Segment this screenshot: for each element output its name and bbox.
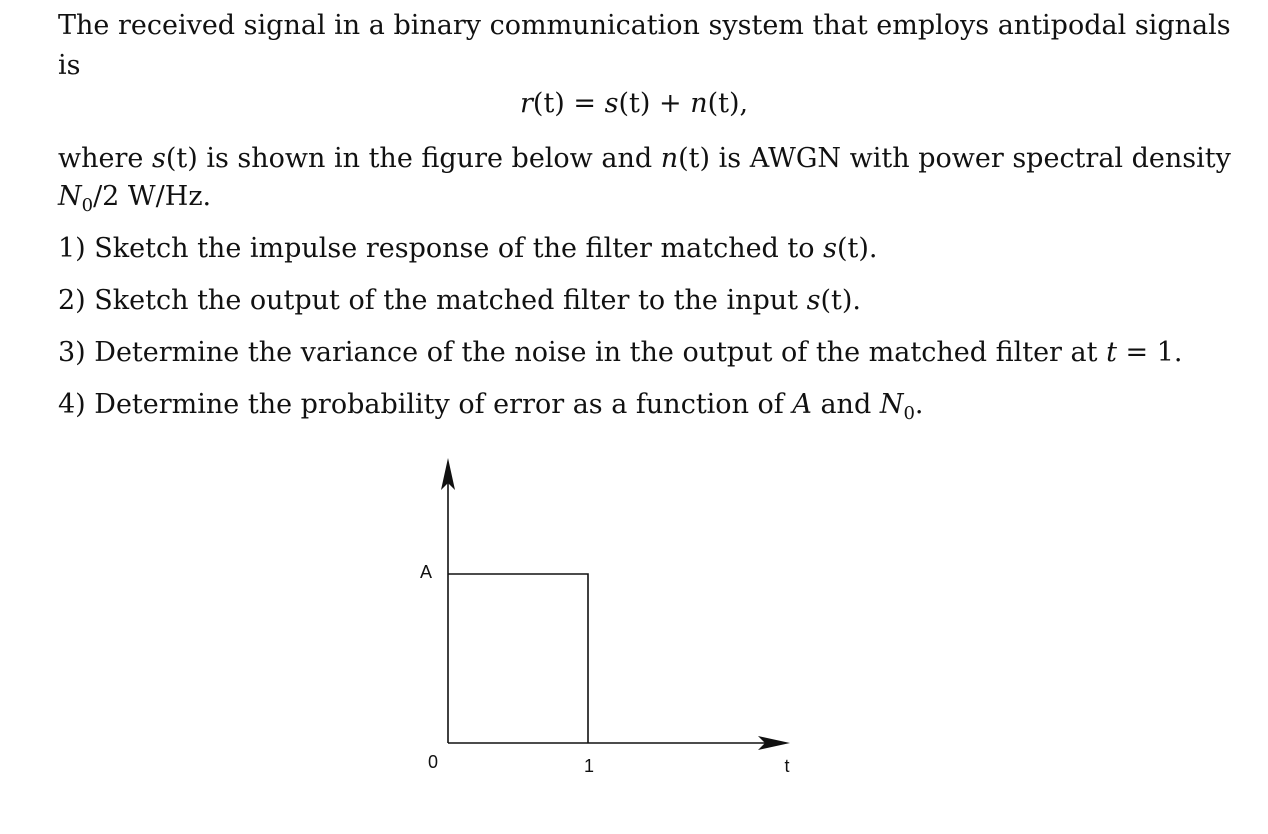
- q1-suffix: (t).: [836, 233, 878, 264]
- intro-line-1: The received signal in a binary communication system that employs antipodal signals: [58, 10, 1231, 41]
- where-text-3: is AWGN with power spectral density: [710, 143, 1231, 174]
- question-4: [58, 389, 924, 424]
- eq-n-arg: (t),: [707, 88, 749, 119]
- where-text-1: where: [58, 143, 152, 174]
- where-n-arg: (t): [678, 143, 711, 174]
- q4-n0-sub: 0: [903, 403, 915, 424]
- where-s: s: [151, 143, 166, 174]
- where-n0: N: [58, 181, 82, 212]
- eq-r-arg: (t): [532, 88, 565, 119]
- q4-mid: and: [811, 389, 880, 420]
- where-line-2: [58, 181, 212, 216]
- q3-prefix: 3) Determine the variance of the noise in the output of the matched filter at: [58, 337, 1107, 368]
- eq-s-arg: (t): [618, 88, 651, 119]
- where-n: n: [660, 143, 679, 174]
- q4-suffix: .: [914, 389, 924, 420]
- q1-prefix: 1) Sketch the impulse response of the filter matched to: [58, 233, 824, 264]
- where-s-arg: (t): [165, 143, 198, 174]
- where-n0-sub: 0: [81, 195, 94, 216]
- question-1: [58, 233, 877, 265]
- intro-line-2: is: [58, 50, 81, 81]
- eq-plus: +: [650, 88, 691, 119]
- q3-math: t: [1106, 337, 1117, 368]
- where-text-4: /2 W/Hz.: [93, 181, 212, 212]
- q4-prefix: 4) Determine the probability of error as a function of: [58, 389, 793, 420]
- eq-n: n: [690, 88, 708, 119]
- question-2: [58, 285, 861, 317]
- received-signal-equation: [520, 88, 748, 120]
- eq-equals: =: [564, 88, 605, 119]
- eq-r: r: [520, 88, 533, 119]
- x-tick-1: 1: [583, 756, 595, 776]
- signal-pulse: [448, 574, 588, 743]
- q2-math: s: [806, 285, 821, 316]
- question-3: [58, 337, 1183, 369]
- y-tick-A: A: [419, 562, 433, 582]
- q2-prefix: 2) Sketch the output of the matched filter to the input: [58, 285, 807, 316]
- q3-suffix: = 1.: [1116, 337, 1183, 368]
- where-text-2: is shown in the figure below and: [197, 143, 661, 174]
- q4-n0: N: [879, 389, 904, 420]
- signal-plot: [380, 450, 820, 790]
- q2-suffix: (t).: [820, 285, 861, 316]
- x-axis-label: t: [784, 756, 790, 776]
- where-line-1: [58, 143, 1231, 175]
- eq-s: s: [604, 88, 619, 119]
- q4-math: A: [792, 389, 812, 420]
- origin-label: 0: [427, 752, 439, 772]
- q1-math: s: [823, 233, 837, 264]
